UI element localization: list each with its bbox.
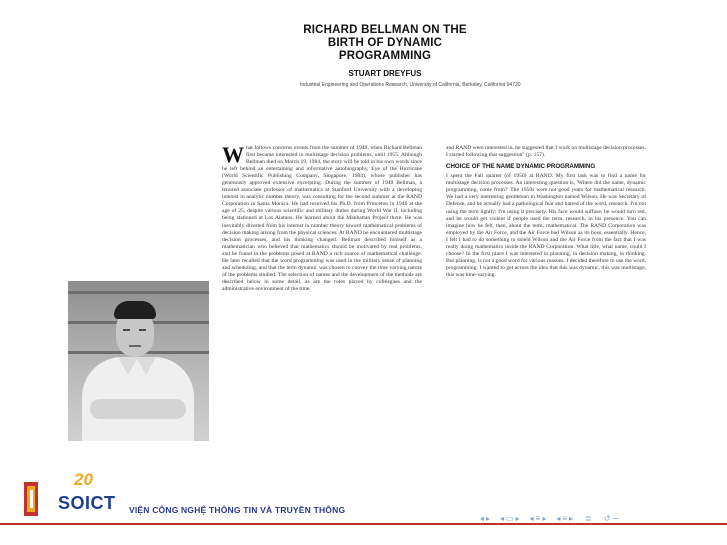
- subsection-left-icon[interactable]: ◂: [556, 513, 561, 523]
- frame-right-icon[interactable]: ▸: [515, 513, 520, 523]
- folded-arms: [90, 399, 186, 419]
- zoom-icon[interactable]: ∽: [612, 513, 620, 523]
- paper-author: STUART DREYFUS: [348, 69, 422, 78]
- logo-number: 20: [74, 470, 93, 489]
- align-icon[interactable]: ≣: [585, 513, 592, 523]
- eye-right: [139, 329, 146, 331]
- mouth: [129, 345, 141, 347]
- paper-affiliation: Industrial Engineering and Operations Research, University of California, Berkeley, California 94720: [300, 82, 521, 88]
- section-heading: CHOICE OF THE NAME DYNAMIC PROGRAMMING: [446, 163, 596, 171]
- bookshelf-line: [68, 291, 209, 294]
- institute-name: VIỆN CÔNG NGHỆ THÔNG TIN VÀ TRUYỀN THÔNG: [129, 505, 346, 515]
- logo-name: SOICT: [58, 493, 116, 513]
- subsection-icon: ≡: [562, 513, 568, 523]
- section-right-icon[interactable]: ▸: [542, 513, 547, 523]
- right-text-column: [446, 145, 646, 447]
- nav-right-icon[interactable]: ▸: [486, 513, 491, 523]
- slide-navigation: [480, 512, 619, 524]
- eye-left: [123, 329, 130, 331]
- subsection-right-icon[interactable]: ▸: [569, 513, 574, 523]
- right-column-body: I spent the Fall quarter (of 1950) at RAND. My first task was to find a name for multistage decision processes. An interesting question is, 'Where did the name, dynamic programming, come from?' The 1950s were not good years for mathematical research. We had a very interesting gentleman in Washington named Wilson. He was Secretary of Defense, and he actually had a pathological fear and hatred of the word, research. I'm not using the term lightly; I'm using it precisely. His face would suffuse, he would turn red, and he would get violent if people used the term, research, in his presence. You can imagine how he felt, then, about the term, mathematical. The RAND Corporation was employed by the Air Force, and the Air Force had Wilson as its boss, essentially. Hence, I felt I had to do something to shield Wilson and the Air Force from the fact that I was really doing mathematics inside the RAND Corporation. What title, what name, could I choose? In the first place I was interested in planning, in decision making, in thinking. But planning, is not a good word for various reasons. I decided therefore to use the word, programming. I wanted to get across the idea that this was dynamic, this was multistage, this was time-varying.: [446, 173, 646, 278]
- collar-left: [118, 357, 138, 375]
- right-column-intro: and RAND were interested in, he suggested that I work on multistage decision processes. I started following that suggestion" (p. 157).: [446, 145, 646, 159]
- paper-title: RICHARD BELLMAN ON THE BIRTH OF DYNAMIC PROGRAMMING: [303, 24, 467, 62]
- frame-left-icon[interactable]: ◂: [500, 513, 505, 523]
- section-icon: ≡: [535, 513, 541, 523]
- portrait-photo: [68, 281, 209, 441]
- left-column-body: hat follows concerns events from the summer of 1949, when Richard Bellman first became interested in multistage decision problems, until 1955. Although Bellman died on March 19, 1984, the story will be told in his own words since he left behind an entertaining and informative autobiography, Eye of the Hurricane (World Scientific Publishing Company, Singapore, 1984), whose publisher has generously approved extensive excerpting. During the summer of 1949 Bellman, a tenured associate professor of mathematics at Stanford University with a developing interest in analytic number theory, was consulting for the second summer at the RAND Corporation in Santa Monica. He had received his Ph.D. from Princeton in 1946 at the age of 25, despite various scientific and military duties during World War II, including being stationed at Los Alamos. He learned about the Manhattan Project there. He was inevitably diverted from his interest in number theory toward mathematical problems of decision making arising from the physical sciences. At RAND he encountered multistage decision processes, and his thinking changed. Bellman described himself as a mathematician who believed that mathematics should be motivated by real problems, and he found in the problems posed at RAND a rich source of mathematical challenge. He later recalled that the word programming was used in the military sense of planning and scheduling, and that the term dynamic was chosen to convey the time varying nature of the problems studied. The selection of names and the development of the methods are described below in some detail, as are the roles played by colleagues and the administrative environment of the time.: [222, 145, 422, 292]
- search-icon[interactable]: ↺: [603, 513, 611, 523]
- left-text-column: [222, 145, 422, 447]
- collar-right: [136, 357, 156, 375]
- frame-icon: ▭: [506, 513, 514, 523]
- hair: [114, 301, 156, 319]
- nav-left-icon[interactable]: ◂: [480, 513, 485, 523]
- section-left-icon[interactable]: ◂: [529, 513, 534, 523]
- dropcap-letter: W: [222, 145, 244, 167]
